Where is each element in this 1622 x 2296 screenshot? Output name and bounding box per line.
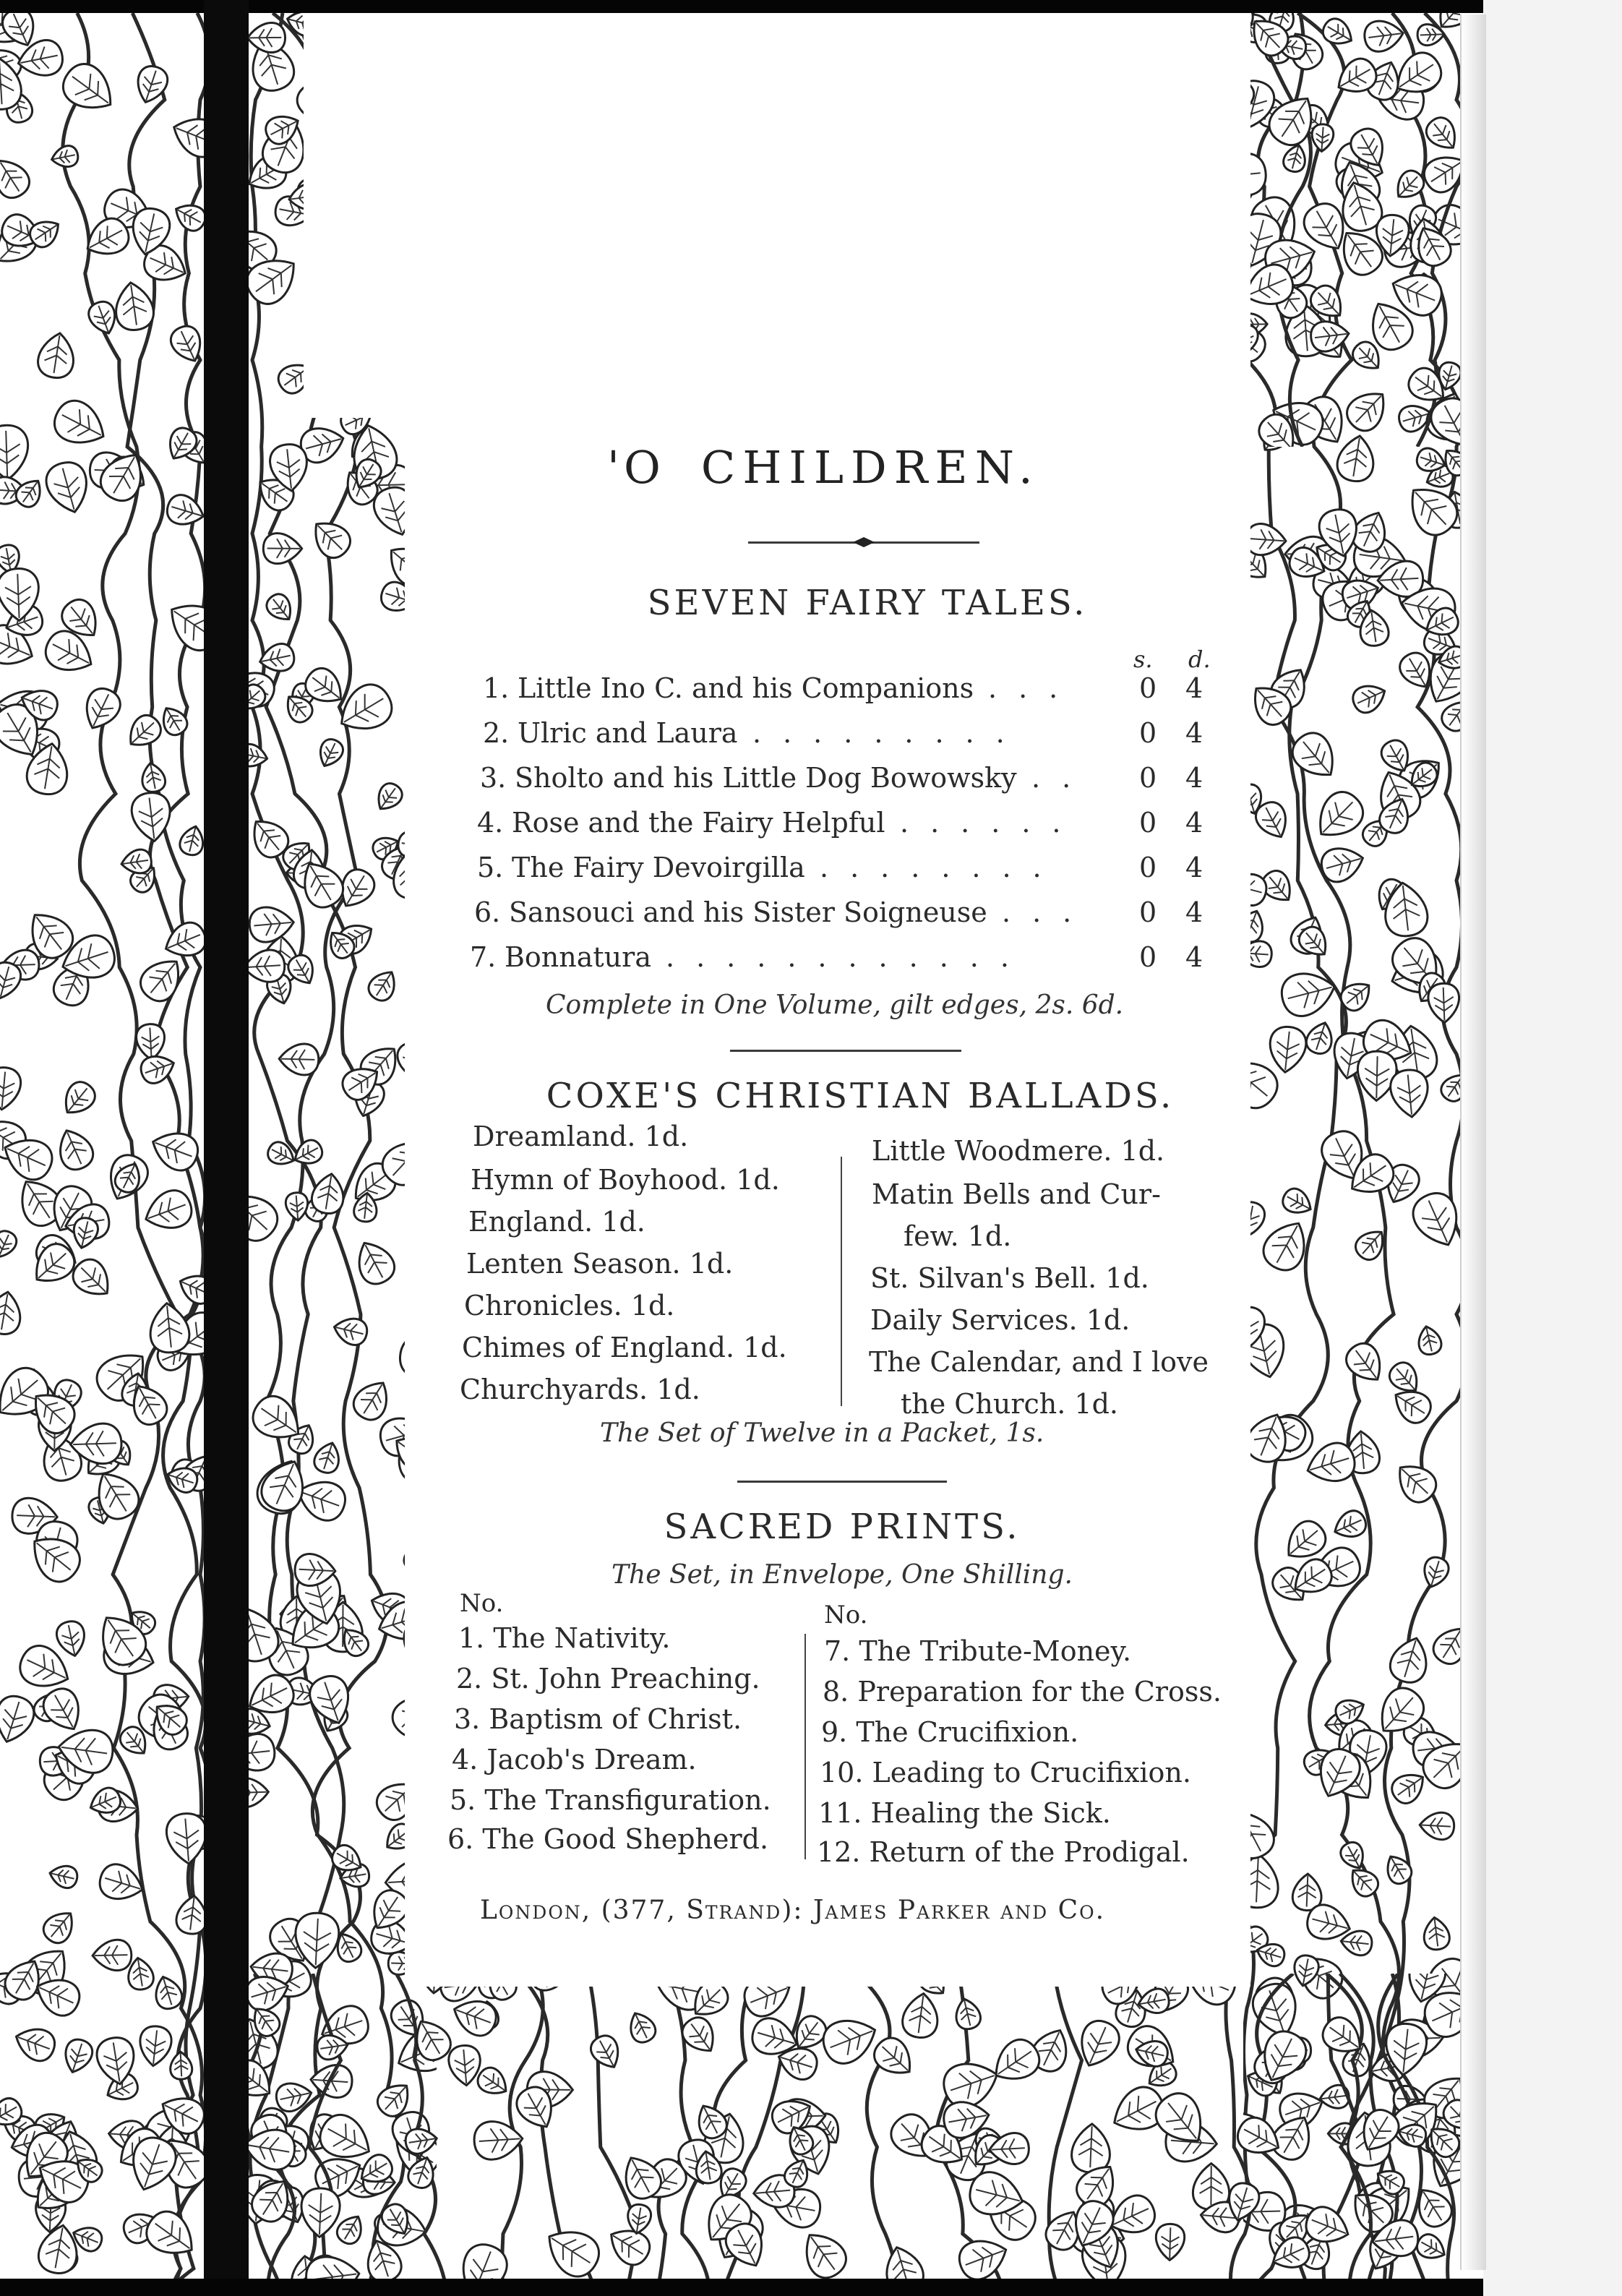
- ballad-item: Lenten Season. 1d.: [466, 1248, 734, 1280]
- ivy-border-left-page: [0, 13, 204, 2279]
- tale-number: 2.: [483, 717, 510, 749]
- leader-dots: ........: [820, 852, 1063, 883]
- scan-bottom-edge: [0, 2279, 1622, 2296]
- print-item: 10. Leading to Crucifixion.: [820, 1757, 1191, 1789]
- main-heading: [607, 441, 1040, 494]
- tale-price-d: 4: [1185, 807, 1203, 839]
- ballad-item: Hymn of Boyhood. 1d.: [471, 1164, 780, 1196]
- divider-rule: [737, 1481, 947, 1483]
- tale-price-s: 0: [1139, 762, 1157, 794]
- tale-title: Bonnatura: [505, 941, 651, 973]
- tale-number: 4.: [477, 807, 504, 839]
- col-d-label: d.: [1188, 646, 1211, 673]
- print-item: 6. The Good Shepherd.: [447, 1823, 769, 1855]
- tale-price-d: 4: [1185, 941, 1203, 973]
- ivy-leaf-icon: [249, 1974, 1460, 2279]
- tale-price-d: 4: [1185, 672, 1203, 704]
- print-item: 12. Return of the Prodigal.: [817, 1836, 1190, 1868]
- tale-number: 3.: [480, 762, 507, 794]
- leader-dots: ...: [988, 672, 1080, 704]
- tale-title: The Fairy Devoirgilla: [512, 852, 805, 883]
- ballad-item: Little Woodmere. 1d.: [872, 1135, 1165, 1167]
- tale-title: Little Ino C. and his Companions: [518, 672, 974, 704]
- leader-dots: .........: [752, 717, 1026, 749]
- tale-price-s: 0: [1139, 672, 1157, 704]
- ivy-leaf-icon: [0, 13, 204, 2279]
- ballad-item: the Church. 1d.: [901, 1388, 1118, 1420]
- tale-price-s: 0: [1139, 717, 1157, 749]
- prints-heading: SACRED PRINTS.: [664, 1507, 1021, 1547]
- col-s-label: s.: [1133, 646, 1153, 673]
- print-item: 5. The Transfiguration.: [450, 1784, 771, 1816]
- ballad-item: England. 1d.: [468, 1206, 645, 1238]
- ballads-note: The Set of Twelve in a Packet, 1s.: [600, 1418, 1044, 1448]
- tale-number: 6.: [474, 896, 501, 928]
- imprint: London, (377, Strand): James Parker and Co.: [480, 1896, 1106, 1925]
- tale-price-d: 4: [1185, 896, 1203, 928]
- ballad-item: Chimes of England. 1d.: [462, 1332, 787, 1363]
- print-item: 11. Healing the Sick.: [818, 1797, 1111, 1829]
- prints-no-label-left: No.: [460, 1589, 504, 1618]
- tale-price-d: 4: [1185, 852, 1203, 883]
- tale-number: 1.: [483, 672, 510, 704]
- divider-rule: [730, 1050, 961, 1052]
- tale-title: Rose and the Fairy Helpful: [512, 807, 885, 839]
- prints-no-label-right: No.: [824, 1601, 868, 1629]
- right-margin: [1483, 0, 1622, 2296]
- ballads-heading: COXE'S CHRISTIAN BALLADS.: [546, 1076, 1175, 1116]
- ballad-item: Daily Services. 1d.: [870, 1304, 1130, 1336]
- prints-subheading: The Set, in Envelope, One Shilling.: [612, 1560, 1073, 1590]
- print-item: 8. Preparation for the Cross.: [823, 1676, 1222, 1708]
- prints-column-divider: [804, 1634, 806, 1859]
- tale-price-d: 4: [1185, 762, 1203, 794]
- tale-title: Sansouci and his Sister Soigneuse: [509, 896, 987, 928]
- leader-dots: ............: [666, 941, 1031, 973]
- print-item: 9. The Crucifixion.: [821, 1716, 1079, 1748]
- leader-dots: ......: [900, 807, 1083, 839]
- text-panel-top-left: [304, 13, 737, 418]
- print-item: 4. Jacob's Dream.: [452, 1744, 697, 1775]
- ballad-item: The Calendar, and I love: [869, 1346, 1209, 1378]
- tale-number: 7.: [470, 941, 497, 973]
- ivy-border-bottom: [249, 1974, 1460, 2279]
- ballad-item: Churchyards. 1d.: [460, 1374, 700, 1405]
- tale-price-s: 0: [1139, 807, 1157, 839]
- ballad-item: Dreamland. 1d.: [473, 1121, 689, 1152]
- print-item: 1. The Nativity.: [458, 1622, 671, 1654]
- page-gutter: [204, 0, 249, 2296]
- tale-title: Sholto and his Little Dog Bowowsky: [515, 762, 1017, 794]
- heading-title: CHILDREN.: [700, 441, 1040, 494]
- ballad-item: Matin Bells and Cur-: [872, 1178, 1161, 1210]
- fairy-tales-note: Complete in One Volume, gilt edges, 2s. 6d.: [546, 990, 1124, 1020]
- leader-dots: ...: [1002, 896, 1094, 928]
- tale-title: Ulric and Laura: [518, 717, 738, 749]
- page-edge: [1460, 14, 1486, 2270]
- tale-number: 5.: [477, 852, 504, 883]
- print-item: 2. St. John Preaching.: [456, 1663, 760, 1695]
- heading-fragment: 'O: [607, 441, 665, 494]
- print-item: 3. Baptism of Christ.: [454, 1703, 742, 1735]
- tale-price-s: 0: [1139, 852, 1157, 883]
- tale-price-s: 0: [1139, 896, 1157, 928]
- ballad-item: Chronicles. 1d.: [464, 1290, 675, 1322]
- ballad-item: St. Silvan's Bell. 1d.: [870, 1262, 1149, 1294]
- print-item: 7. The Tribute-Money.: [824, 1635, 1132, 1667]
- fairy-tales-heading: SEVEN FAIRY TALES.: [647, 583, 1088, 623]
- tale-price-d: 4: [1185, 717, 1203, 749]
- ballads-column-divider: [841, 1157, 842, 1406]
- divider-ornament-icon: [853, 537, 875, 547]
- ballad-item: few. 1d.: [904, 1220, 1012, 1252]
- tale-price-s: 0: [1139, 941, 1157, 973]
- leader-dots: ..: [1031, 762, 1093, 794]
